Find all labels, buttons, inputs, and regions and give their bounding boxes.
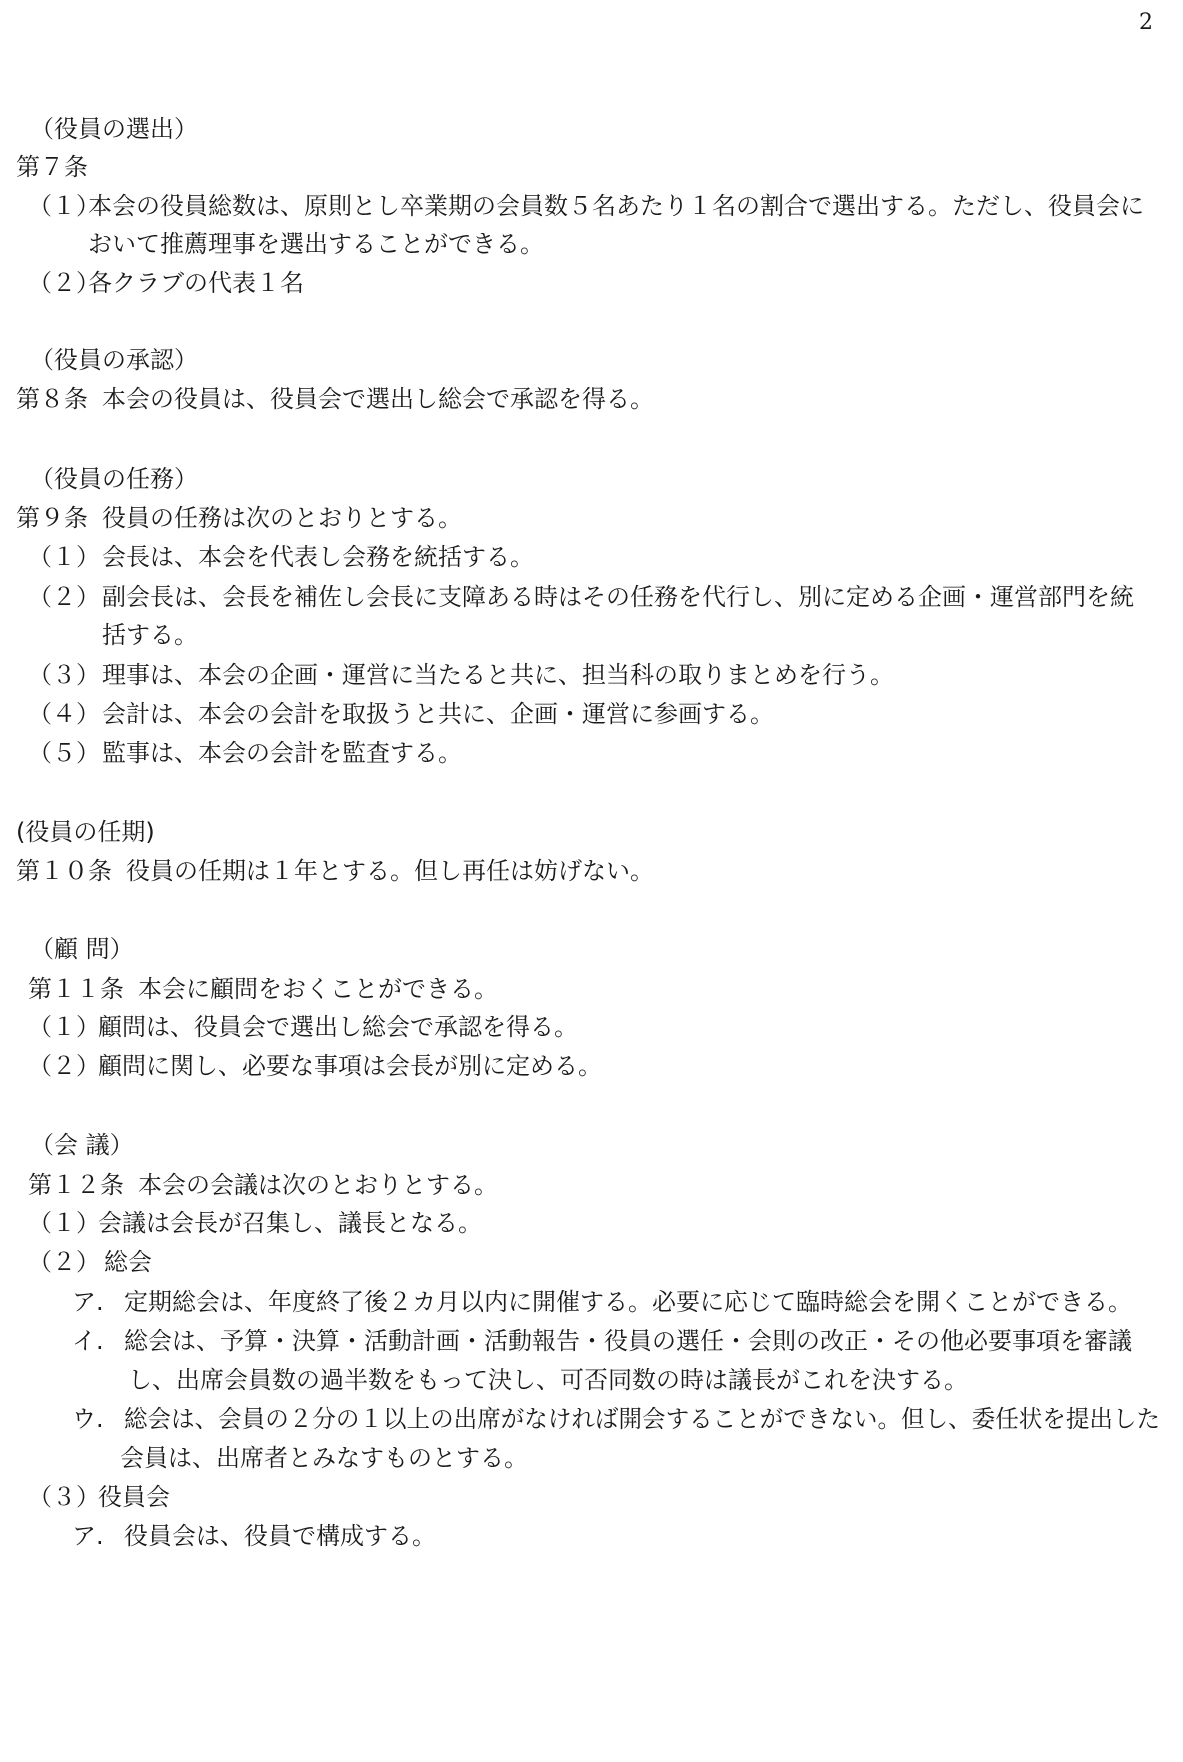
section-heading-8: （役員の承認） (30, 346, 198, 374)
article-9-title: 第９条 (16, 504, 88, 532)
article-8-title: 第８条 (16, 385, 88, 413)
section-heading-12: （会 議） (30, 1131, 134, 1159)
article-7-title: 第７条 (16, 153, 88, 181)
article-9-item-2-label: （２） (28, 583, 100, 611)
article-7-item-1-text: 本会の役員総数は、原則とし卒業期の会員数５名あたり１名の割合で選出する。ただし、役員会に (88, 192, 1144, 220)
article-12-item-1-text: 会議は会長が召集し、議長となる。 (98, 1209, 482, 1237)
section-heading-11: （顧 問） (30, 935, 134, 963)
article-9-text: 役員の任務は次のとおりとする。 (102, 504, 462, 532)
article-11-item-1-text: 顧問は、役員会で選出し総会で承認を得る。 (98, 1013, 578, 1041)
article-12-title: 第１２条 (28, 1171, 124, 1199)
article-9-item-2-text-cont: 括する。 (102, 621, 198, 649)
article-9-item-3-label: （３） (28, 661, 100, 689)
article-12-item-3-text: 役員会 (98, 1483, 170, 1511)
article-7-item-2-label: （２） (28, 269, 100, 297)
article-9-item-5-label: （５） (28, 739, 100, 767)
article-7-item-1-label: （１） (28, 192, 100, 220)
page-number: 2 (1139, 10, 1153, 35)
general-meeting-i-label: イ. (72, 1327, 104, 1355)
board-meeting-a-text: 役員会は、役員で構成する。 (124, 1522, 436, 1550)
general-meeting-u-text-cont: 会員は、出席者とみなすものとする。 (120, 1444, 528, 1472)
article-8-text: 本会の役員は、役員会で選出し総会で承認を得る。 (102, 385, 654, 413)
article-12-text: 本会の会議は次のとおりとする。 (138, 1171, 498, 1199)
article-9-item-4-label: （４） (28, 700, 100, 728)
general-meeting-a-label: ア. (72, 1288, 104, 1316)
article-12-item-2-label: （２） (28, 1248, 100, 1276)
article-12-item-2-text: 総会 (104, 1248, 152, 1276)
section-heading-9: （役員の任務） (30, 465, 198, 493)
article-12-item-1-label: （１） (28, 1209, 100, 1237)
article-9-item-3-text: 理事は、本会の企画・運営に当たると共に、担当科の取りまとめを行う。 (102, 661, 894, 689)
article-11-item-1-label: （１） (28, 1013, 100, 1041)
general-meeting-a-text: 定期総会は、年度終了後２カ月以内に開催する。必要に応じて臨時総会を開くことができる。 (124, 1288, 1132, 1316)
article-10-title: 第１０条 (16, 857, 112, 885)
article-7-item-1-text-cont: おいて推薦理事を選出することができる。 (88, 230, 544, 258)
article-7-item-2-text: 各クラブの代表１名 (88, 269, 304, 297)
section-heading-10: (役員の任期) (16, 818, 155, 846)
article-9-item-2-text: 副会長は、会長を補佐し会長に支障ある時はその任務を代行し、別に定める企画・運営部門を統 (102, 583, 1134, 611)
article-9-item-1-text: 会長は、本会を代表し会務を統括する。 (102, 543, 534, 571)
article-10-text: 役員の任期は１年とする。但し再任は妨げない。 (126, 857, 654, 885)
article-9-item-1-label: （１） (28, 543, 100, 571)
article-11-text: 本会に顧問をおくことができる。 (138, 975, 498, 1003)
general-meeting-i-text: 総会は、予算・決算・活動計画・活動報告・役員の選任・会則の改正・その他必要事項を審議 (124, 1327, 1132, 1355)
general-meeting-i-text-cont: し、出席会員数の過半数をもって決し、可否同数の時は議長がこれを決する。 (128, 1366, 968, 1394)
general-meeting-u-label: ウ. (72, 1405, 104, 1433)
article-12-item-3-label: （３） (28, 1483, 100, 1511)
section-heading-7: （役員の選出） (30, 115, 198, 143)
board-meeting-a-label: ア. (72, 1522, 104, 1550)
article-9-item-5-text: 監事は、本会の会計を監査する。 (102, 739, 462, 767)
article-11-item-2-label: （２） (28, 1052, 100, 1080)
article-11-title: 第１１条 (28, 975, 124, 1003)
general-meeting-u-text: 総会は、会員の２分の１以上の出席がなければ開会することができない。但し、委任状を提出した (124, 1405, 1161, 1433)
article-11-item-2-text: 顧問に関し、必要な事項は会長が別に定める。 (98, 1052, 602, 1080)
article-9-item-4-text: 会計は、本会の会計を取扱うと共に、企画・運営に参画する。 (102, 700, 774, 728)
